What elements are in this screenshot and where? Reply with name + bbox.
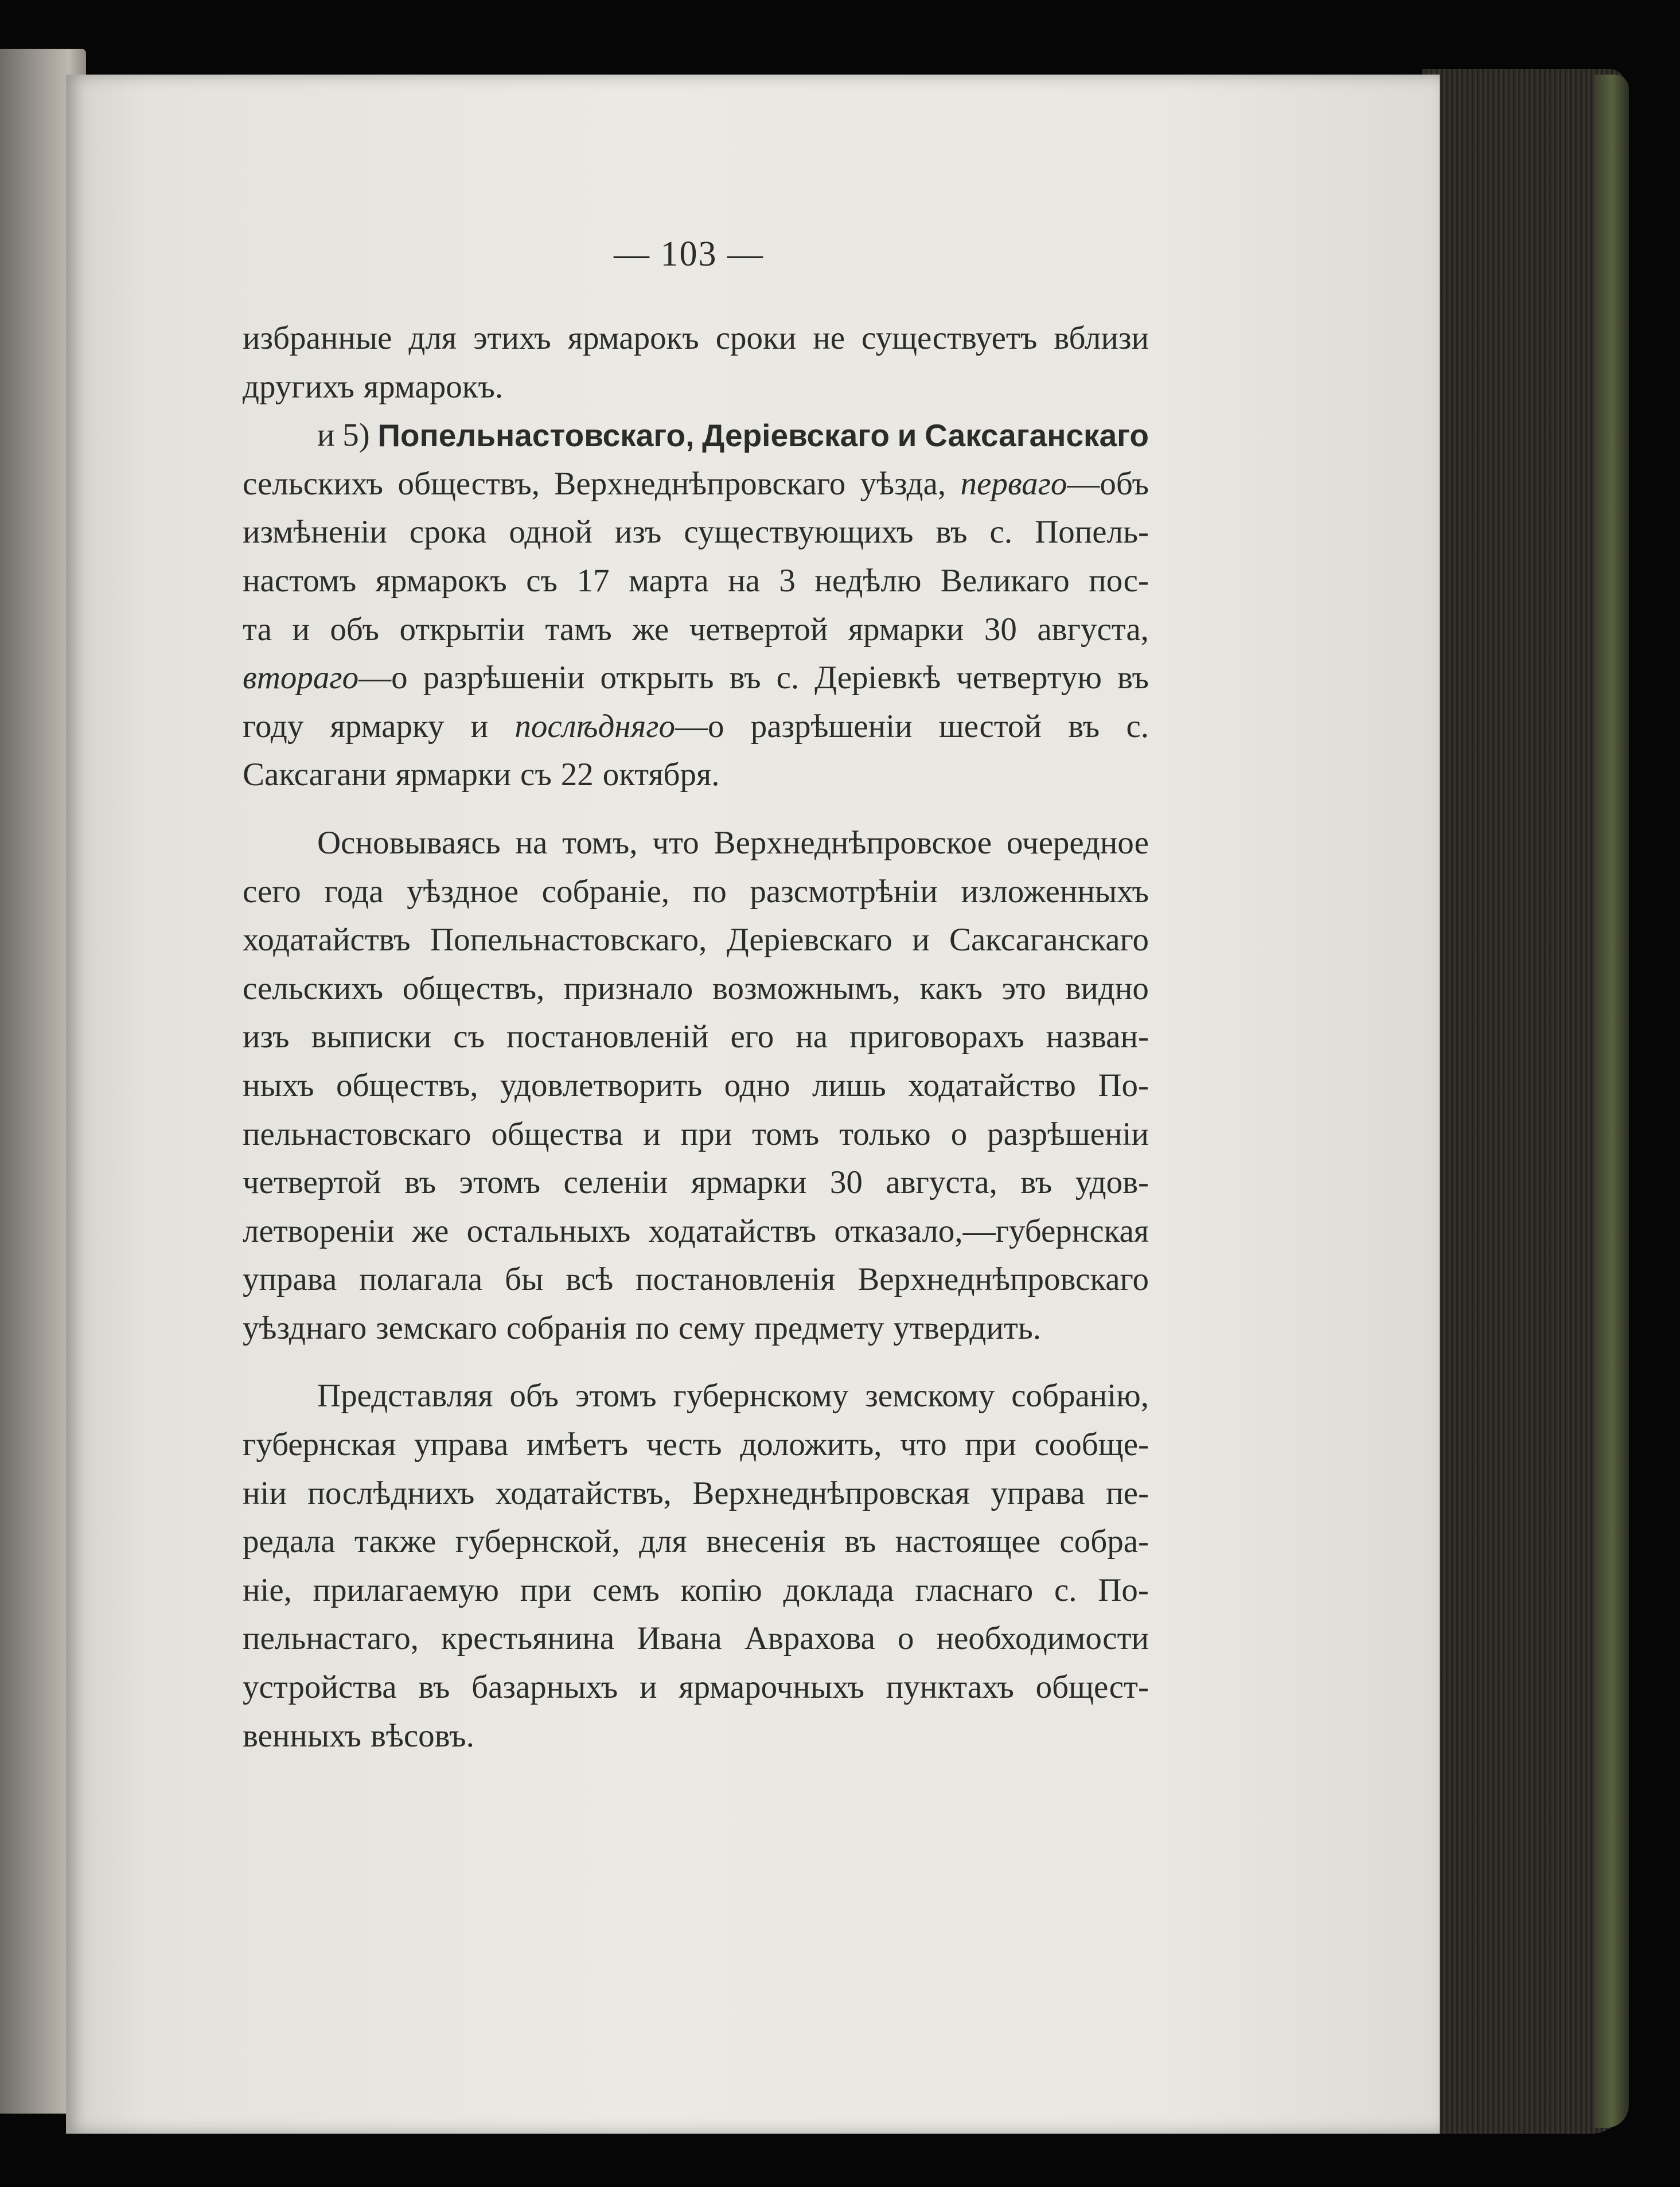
- word: на: [796, 1019, 828, 1055]
- word: въ: [418, 1669, 450, 1706]
- word: и: [292, 611, 310, 648]
- word: утвердить.: [893, 1309, 1042, 1346]
- word: по: [636, 1309, 670, 1346]
- word: та: [243, 611, 272, 648]
- word: этомъ: [459, 1164, 541, 1201]
- word: же: [412, 1213, 449, 1249]
- text-line: [243, 606, 1149, 654]
- word: имѣетъ: [527, 1426, 629, 1463]
- word: съ: [453, 1019, 485, 1055]
- word: избранные: [243, 320, 392, 356]
- text-line: [243, 1421, 1149, 1469]
- word: обществъ,: [397, 465, 540, 502]
- word: собра-: [1059, 1523, 1149, 1560]
- word: признало: [564, 970, 693, 1007]
- word: одной: [509, 514, 593, 551]
- word: Верхнеднѣпровская: [692, 1475, 970, 1511]
- word: Великаго: [940, 562, 1070, 599]
- word: для: [639, 1523, 687, 1560]
- word: собраніе,: [541, 873, 670, 910]
- word: Верхнеднѣпровскаго: [857, 1261, 1149, 1298]
- text-line: [243, 703, 1149, 751]
- word: всѣ: [566, 1261, 614, 1298]
- word: удовлетворить: [500, 1067, 703, 1104]
- word: шестой: [938, 708, 1042, 744]
- word: другихъ: [243, 368, 354, 405]
- word: недѣлю: [814, 562, 922, 599]
- text-line: [243, 1062, 1149, 1110]
- word: же: [632, 611, 669, 648]
- word: возможнымъ,: [712, 970, 901, 1007]
- text-line: [243, 654, 1149, 703]
- word: что: [652, 824, 699, 861]
- body-text: [243, 314, 1149, 1760]
- word: обществъ,: [402, 970, 545, 1007]
- word: это: [1001, 970, 1046, 1007]
- text-line: [243, 1518, 1149, 1566]
- word: открыть: [600, 660, 714, 696]
- word: 5): [342, 417, 370, 454]
- word: ходатайствъ: [243, 922, 411, 958]
- word: при: [965, 1426, 1016, 1463]
- word: августа,: [1037, 611, 1149, 648]
- word: Верхнеднѣпровское: [714, 824, 992, 861]
- word: тамъ: [545, 611, 612, 648]
- word: о: [897, 1620, 914, 1657]
- word: сего: [243, 873, 301, 910]
- word: по: [692, 873, 727, 910]
- word: четвертой: [689, 611, 828, 648]
- word: и: [897, 418, 917, 454]
- word: Представляя: [317, 1378, 493, 1414]
- word: внесенія: [706, 1523, 826, 1560]
- word: бы: [505, 1261, 544, 1298]
- word: года: [324, 873, 384, 910]
- word: Деріевскаго: [726, 922, 892, 958]
- word: губернскому: [673, 1378, 849, 1414]
- text-line: [243, 1159, 1149, 1207]
- word: и: [912, 922, 930, 958]
- word: что: [900, 1426, 947, 1463]
- word: на: [515, 824, 548, 861]
- word: ярмарку: [330, 708, 445, 744]
- word: семъ: [592, 1572, 660, 1608]
- text-line: [243, 508, 1149, 557]
- word: существуетъ: [862, 320, 1038, 356]
- word: сему: [678, 1309, 745, 1346]
- word: на: [728, 562, 760, 599]
- word: изложенныхъ: [961, 873, 1149, 910]
- word: въ: [404, 1164, 436, 1201]
- word: общества: [491, 1116, 623, 1152]
- word: перваго—объ: [960, 465, 1149, 502]
- word: базарныхъ: [471, 1669, 618, 1706]
- word: Ивана: [637, 1620, 722, 1657]
- word: пельнастовскаго: [243, 1116, 471, 1152]
- word: необходимости: [936, 1620, 1149, 1657]
- text-line: [243, 1712, 1149, 1761]
- word: для: [408, 320, 457, 356]
- text-line: [243, 1372, 1149, 1421]
- word: и: [640, 1669, 657, 1706]
- word: ходатайствъ: [648, 1213, 817, 1249]
- word: уѣздное: [407, 873, 519, 910]
- word: четвертую: [956, 660, 1102, 696]
- word: разрѣшеніи: [423, 660, 585, 696]
- word: земскаго: [376, 1309, 497, 1346]
- word: ярмарокъ.: [363, 368, 504, 405]
- word: губернской,: [455, 1523, 620, 1560]
- word: селеніи: [563, 1164, 668, 1201]
- word: сельскихъ: [243, 970, 384, 1007]
- word: постановленій: [506, 1019, 709, 1055]
- word: 22: [560, 757, 594, 793]
- word: ярмарокъ: [567, 320, 699, 356]
- word: объ: [509, 1378, 559, 1414]
- word: постановленія: [636, 1261, 836, 1298]
- word: удов-: [1075, 1164, 1149, 1201]
- word: только: [839, 1116, 931, 1152]
- word: ярмарки: [691, 1164, 807, 1201]
- word: пе-: [1106, 1475, 1149, 1511]
- word: его: [730, 1019, 774, 1055]
- word: управа: [243, 1261, 337, 1298]
- word: собранія: [506, 1309, 627, 1346]
- word: сельскихъ: [243, 465, 384, 502]
- word: съ: [520, 757, 552, 793]
- word: этомъ: [575, 1378, 657, 1414]
- word: и: [643, 1116, 661, 1152]
- word: разрѣшеніи: [987, 1116, 1149, 1152]
- word: редала: [243, 1523, 336, 1560]
- word: ярмарки: [848, 611, 964, 648]
- word: гласнаго: [915, 1572, 1034, 1608]
- word: ярмарокъ: [375, 562, 507, 599]
- word: летвореніи: [243, 1213, 395, 1249]
- word: въ: [1020, 1164, 1053, 1201]
- text-line: [243, 751, 1149, 800]
- word: назван-: [1046, 1019, 1149, 1055]
- word: также: [354, 1523, 436, 1560]
- word: въ: [729, 660, 761, 696]
- word: въ: [1117, 660, 1149, 696]
- word: разрѣшеніи: [750, 708, 913, 744]
- word: управа: [991, 1475, 1085, 1511]
- word: общест-: [1035, 1669, 1149, 1706]
- word: сроки: [715, 320, 797, 356]
- word: Основываясь: [317, 824, 501, 861]
- text-line: [243, 557, 1149, 606]
- word: втораго—о: [243, 660, 408, 696]
- word: томъ,: [562, 824, 638, 861]
- word: ніи: [243, 1475, 287, 1511]
- word: срока: [409, 514, 487, 551]
- word: пунктахъ: [886, 1669, 1014, 1706]
- text-line: [243, 1615, 1149, 1663]
- word: выписки: [311, 1019, 432, 1055]
- text-line: [243, 1566, 1149, 1615]
- word: венныхъ: [243, 1717, 361, 1754]
- word: 3: [779, 562, 796, 599]
- word: копію: [680, 1572, 762, 1608]
- word: доклада: [783, 1572, 894, 1608]
- text-line: [243, 1304, 1149, 1353]
- word: о: [950, 1116, 968, 1152]
- word: земскому: [865, 1378, 995, 1414]
- word: ярмарки: [395, 757, 512, 793]
- text-line: [243, 1256, 1149, 1304]
- word: и: [470, 708, 489, 744]
- word: видно: [1065, 970, 1149, 1007]
- word: с.: [776, 660, 800, 696]
- word: пос-: [1089, 562, 1149, 599]
- text-line: [243, 314, 1149, 363]
- word: Попельнастовскаго,: [430, 922, 707, 958]
- word: объ: [330, 611, 379, 648]
- word: обществъ,: [336, 1067, 478, 1104]
- word: вблизи: [1054, 320, 1149, 356]
- word: 30: [984, 611, 1017, 648]
- word: полагала: [359, 1261, 483, 1298]
- word: вѣсовъ.: [370, 1717, 474, 1754]
- word: при: [680, 1116, 732, 1152]
- word: настомъ: [243, 562, 357, 599]
- word: сообще-: [1034, 1426, 1149, 1463]
- word: приговорахъ: [849, 1019, 1024, 1055]
- book-cover-edge: [1595, 75, 1629, 2128]
- word: очередное: [1006, 824, 1149, 861]
- word: с.: [1126, 708, 1149, 744]
- word: измѣненіи: [243, 514, 387, 551]
- word: остальныхъ: [466, 1213, 631, 1249]
- text-line: [243, 1207, 1149, 1256]
- word: одно: [724, 1067, 790, 1104]
- word: Саксагани: [243, 757, 387, 793]
- word: открытіи: [399, 611, 525, 648]
- word: с.: [989, 514, 1013, 551]
- word: существующихъ: [684, 514, 914, 551]
- word: Аврахова: [744, 1620, 875, 1657]
- word: этихъ: [473, 320, 551, 356]
- word: Деріевкѣ: [814, 660, 941, 696]
- word: честь: [646, 1426, 722, 1463]
- text-line: [243, 965, 1149, 1013]
- word: какъ: [919, 970, 983, 1007]
- word: прилагаемую: [313, 1572, 499, 1608]
- text-line: [243, 1469, 1149, 1518]
- text-line: [243, 916, 1149, 965]
- word: Саксаганскаго: [925, 418, 1149, 454]
- word: четвертой: [243, 1164, 381, 1201]
- word: Деріевскаго: [702, 418, 890, 454]
- word: при: [520, 1572, 572, 1608]
- word: отказало,—губернская: [834, 1213, 1149, 1249]
- word: съ: [526, 562, 558, 599]
- word: послѣднихъ: [307, 1475, 475, 1511]
- word: Саксаганскаго: [949, 922, 1149, 958]
- word: марта: [628, 562, 709, 599]
- word: ніе,: [243, 1572, 292, 1608]
- word: Попель-: [1035, 514, 1149, 551]
- word: губернская: [243, 1426, 396, 1463]
- word: По-: [1098, 1067, 1149, 1104]
- word: году: [243, 708, 304, 744]
- word: устройства: [243, 1669, 397, 1706]
- word: крестьянина: [441, 1620, 615, 1657]
- word: въ: [936, 514, 968, 551]
- word: не: [813, 320, 845, 356]
- word: томъ: [752, 1116, 820, 1152]
- word: уѣзднаго: [243, 1309, 367, 1346]
- word: августа,: [886, 1164, 997, 1201]
- text-line: [243, 363, 1149, 412]
- word: уѣзда,: [860, 465, 946, 502]
- word: предмету: [754, 1309, 884, 1346]
- word: 30: [829, 1164, 863, 1201]
- text-line: [243, 1110, 1149, 1159]
- word: По-: [1098, 1572, 1149, 1608]
- word: ходатайство: [908, 1067, 1076, 1104]
- text-line: [243, 460, 1149, 509]
- word: Верхнеднѣпровскаго: [554, 465, 846, 502]
- text-line: [243, 819, 1149, 868]
- word: лишь: [812, 1067, 886, 1104]
- word: октября.: [602, 757, 720, 793]
- word: 17: [576, 562, 610, 599]
- word: разсмотрѣніи: [750, 873, 938, 910]
- text-line: [243, 1663, 1149, 1712]
- word: управа: [414, 1426, 509, 1463]
- word: собранію,: [1011, 1378, 1149, 1414]
- page-number: — 103 —: [614, 235, 764, 274]
- word: ходатайствъ,: [495, 1475, 672, 1511]
- word: настоящее: [895, 1523, 1041, 1560]
- text-line: [243, 411, 1149, 460]
- word: послѣдняго—о: [514, 708, 724, 744]
- word: пельнастаго,: [243, 1620, 419, 1657]
- word: доложить,: [740, 1426, 882, 1463]
- word: с.: [1054, 1572, 1077, 1608]
- word: и: [317, 417, 335, 454]
- word: изъ: [243, 1019, 290, 1055]
- word: въ: [844, 1523, 876, 1560]
- text-line: [243, 868, 1149, 917]
- word: Попельнастовскаго,: [377, 418, 695, 454]
- word: въ: [1068, 708, 1100, 744]
- word: изъ: [614, 514, 662, 551]
- word: ярмарочныхъ: [679, 1669, 864, 1706]
- word: ныхъ: [243, 1067, 314, 1104]
- text-line: [243, 1013, 1149, 1062]
